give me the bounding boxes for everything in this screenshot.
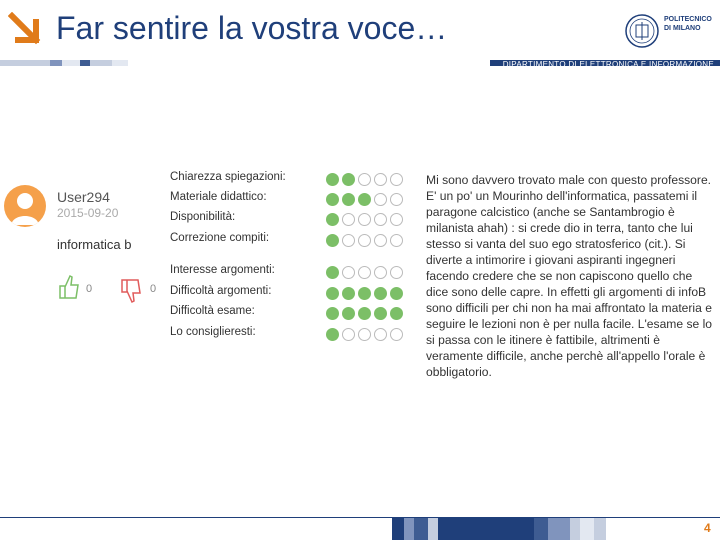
dislikes-count: 0: [150, 283, 157, 295]
arrow-logo-icon: [8, 12, 44, 48]
rating-row: [326, 307, 403, 320]
rating-dot-filled: [342, 173, 355, 186]
rating-label: Lo consiglieresti:: [170, 326, 256, 338]
rating-dot-filled: [326, 173, 339, 186]
rating-dot-filled: [326, 234, 339, 247]
review-date: 2015-09-20: [57, 206, 119, 220]
rating-dot-filled: [358, 287, 371, 300]
review-comment: Mi sono davvero trovato male con questo professore. E' un po' un Mourinho dell'informatica, passatemi il paragone calcistico (anche se Santambrogio è milanista ahah) : si crede dio in terra, tanto che lui stesso si vanta del suo ego stratosferico (cit.). Si diverte a intimorire i giovani aspiranti ingegneri facendo credere che se non capiscono quello che dice sono delle capre. In effetti gli argomenti di infoB sono difficili per chi non ha mai affrontato la materia e seguire le lezioni non è per nulla facile. L'esame se lo si passa con le itinere è fattibile, altrimenti è veramente difficile, anche perchè all'appello l'orale è obbligatorio.: [426, 173, 713, 379]
seal-icon: [624, 11, 660, 51]
rating-row: [326, 328, 403, 341]
rating-dot-empty: [374, 328, 387, 341]
rating-dot-empty: [358, 328, 371, 341]
rating-row: [326, 287, 403, 300]
rating-label: Correzione compiti:: [170, 232, 270, 244]
polimi-logo: [624, 11, 716, 51]
logo-text: POLITECNICO DI MILANO: [664, 16, 712, 32]
rating-dot-filled: [342, 287, 355, 300]
rating-dot-empty: [342, 234, 355, 247]
rating-dot-empty: [390, 234, 403, 247]
rating-dot-empty: [358, 234, 371, 247]
rating-label: Interesse argomenti:: [170, 264, 275, 276]
rating-row: [326, 266, 403, 279]
rating-dot-filled: [374, 307, 387, 320]
rating-dot-filled: [326, 328, 339, 341]
rating-row: [326, 193, 403, 206]
page-number: 4: [704, 521, 711, 535]
rating-dot-filled: [326, 307, 339, 320]
rating-row: [326, 213, 403, 226]
rating-dot-filled: [342, 307, 355, 320]
avatar: [4, 185, 46, 227]
thumbs-up-icon[interactable]: [58, 274, 80, 300]
rating-dot-empty: [342, 266, 355, 279]
rating-dot-empty: [390, 193, 403, 206]
rating-label: Difficoltà argomenti:: [170, 285, 272, 297]
rating-dot-filled: [390, 287, 403, 300]
rating-dot-filled: [390, 307, 403, 320]
rating-dot-empty: [374, 213, 387, 226]
rating-dot-filled: [342, 193, 355, 206]
rating-dot-filled: [326, 193, 339, 206]
course-name: informatica b: [57, 237, 132, 252]
user-icon: [4, 185, 46, 227]
rating-dot-empty: [358, 213, 371, 226]
rating-dot-filled: [374, 287, 387, 300]
rating-label: Difficoltà esame:: [170, 305, 255, 317]
rating-dot-empty: [342, 213, 355, 226]
rating-row: [326, 173, 403, 186]
rating-dot-filled: [326, 213, 339, 226]
rating-dot-empty: [390, 266, 403, 279]
rating-dot-filled: [358, 307, 371, 320]
rating-dot-empty: [358, 266, 371, 279]
department-label: DIPARTIMENTO DI ELETTRONICA E INFORMAZIONE: [502, 60, 714, 69]
rating-label: Disponibilità:: [170, 211, 236, 223]
thumbs-down-icon[interactable]: [120, 278, 142, 304]
rating-dot-filled: [358, 193, 371, 206]
rating-label: Materiale didattico:: [170, 191, 267, 203]
rating-dot-filled: [326, 266, 339, 279]
page-title: Far sentire la vostra voce…: [56, 10, 448, 46]
rating-dot-empty: [390, 328, 403, 341]
rating-dot-empty: [390, 173, 403, 186]
rating-dot-empty: [374, 266, 387, 279]
rating-dot-filled: [326, 287, 339, 300]
footer-color-bar: [392, 518, 710, 540]
likes-count: 0: [86, 283, 93, 295]
rating-row: [326, 234, 403, 247]
rating-dot-empty: [374, 193, 387, 206]
rating-dot-empty: [390, 213, 403, 226]
rating-dot-empty: [374, 234, 387, 247]
rating-dot-empty: [358, 173, 371, 186]
rating-dot-empty: [342, 328, 355, 341]
rating-dot-empty: [374, 173, 387, 186]
review-username[interactable]: User294: [57, 189, 110, 205]
rating-label: Chiarezza spiegazioni:: [170, 171, 286, 183]
